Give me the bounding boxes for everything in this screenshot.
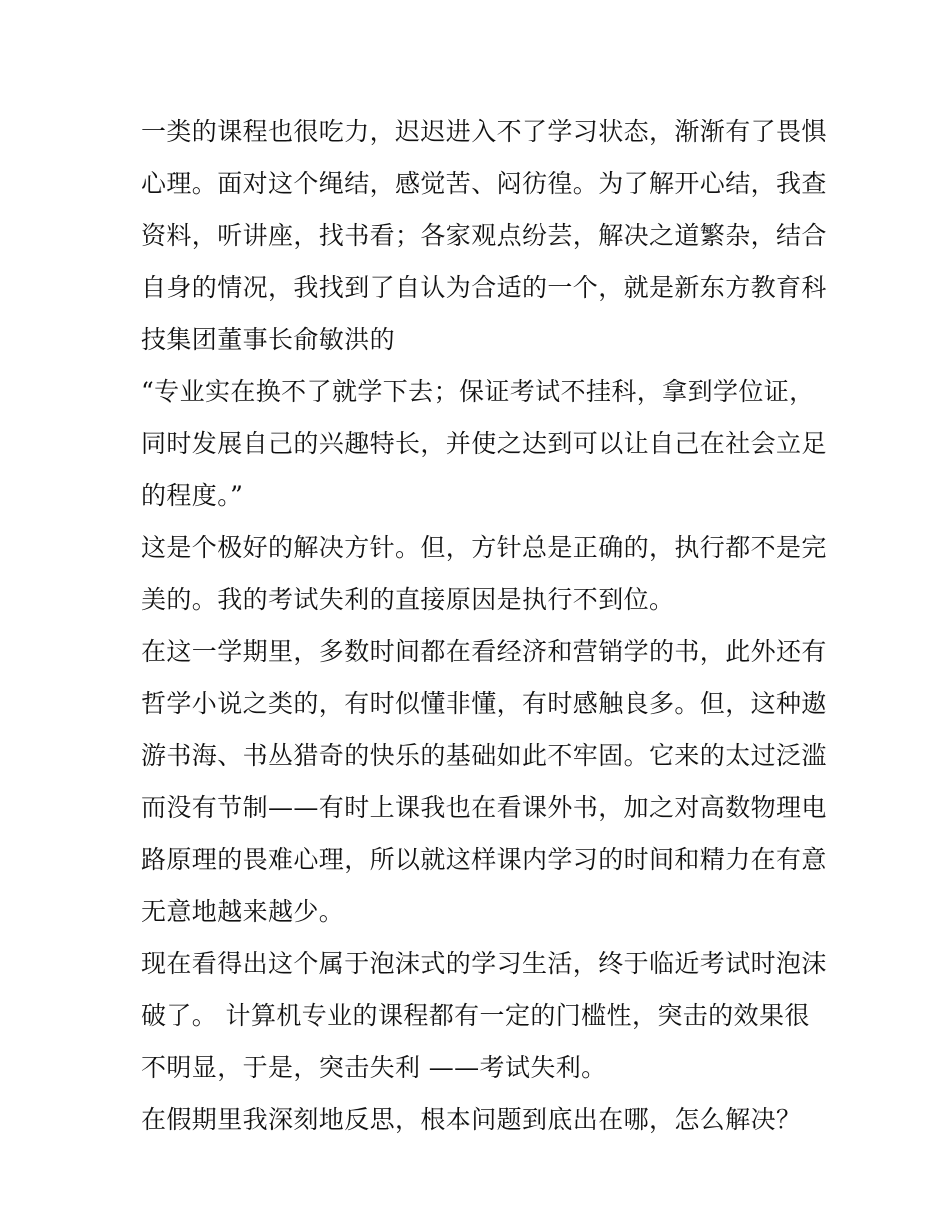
text-line: 破了。 计算机专业的课程都有一定的门槛性，突击的效果很	[141, 1001, 810, 1030]
text-line: 技集团董事长俞敏洪的	[141, 325, 396, 354]
document-body	[141, 106, 827, 1146]
text-line: 这是个极好的解决方针。但，方针总是正确的，执行都不是完	[141, 533, 827, 562]
text-line: 哲学小说之类的，有时似懂非懂，有时感触良多。但，这种遨	[141, 689, 827, 718]
quote-line: 的程度。”	[141, 481, 244, 510]
text-line: 不明显，于是，突击失利 ——考试失利。	[141, 1053, 607, 1082]
text-line: 无意地越来越少。	[141, 897, 345, 926]
text-line: 心理。面对这个绳结，感觉苦、闷彷徨。为了解开心结，我查	[141, 169, 827, 198]
text-line: 现在看得出这个属于泡沫式的学习生活，终于临近考试时泡沫	[141, 949, 827, 978]
quote-line: “专业实在换不了就学下去；保证考试不挂科，拿到学位证，	[141, 377, 815, 406]
text-line: 自身的情况，我找到了自认为合适的一个，就是新东方教育科	[141, 273, 827, 302]
text-line: 在这一学期里，多数时间都在看经济和营销学的书，此外还有	[141, 637, 827, 666]
text-line: 路原理的畏难心理，所以就这样课内学习的时间和精力在有意	[141, 845, 827, 874]
text-line: 游书海、书丛猎奇的快乐的基础如此不牢固。它来的太过泛滥	[141, 741, 827, 770]
text-line: 而没有节制——有时上课我也在看课外书，加之对高数物理电	[141, 793, 827, 822]
quote-line: 同时发展自己的兴趣特长，并使之达到可以让自己在社会立足	[141, 429, 827, 458]
text-line: 一类的课程也很吃力，迟迟进入不了学习状态，渐渐有了畏惧	[141, 117, 827, 146]
text-line: 美的。我的考试失利的直接原因是执行不到位。	[141, 585, 675, 614]
text-line: 在假期里我深刻地反思，根本问题到底出在哪，怎么解决？	[141, 1105, 802, 1134]
text-line: 资料，听讲座，找书看；各家观点纷芸，解决之道繁杂，结合	[141, 221, 827, 250]
